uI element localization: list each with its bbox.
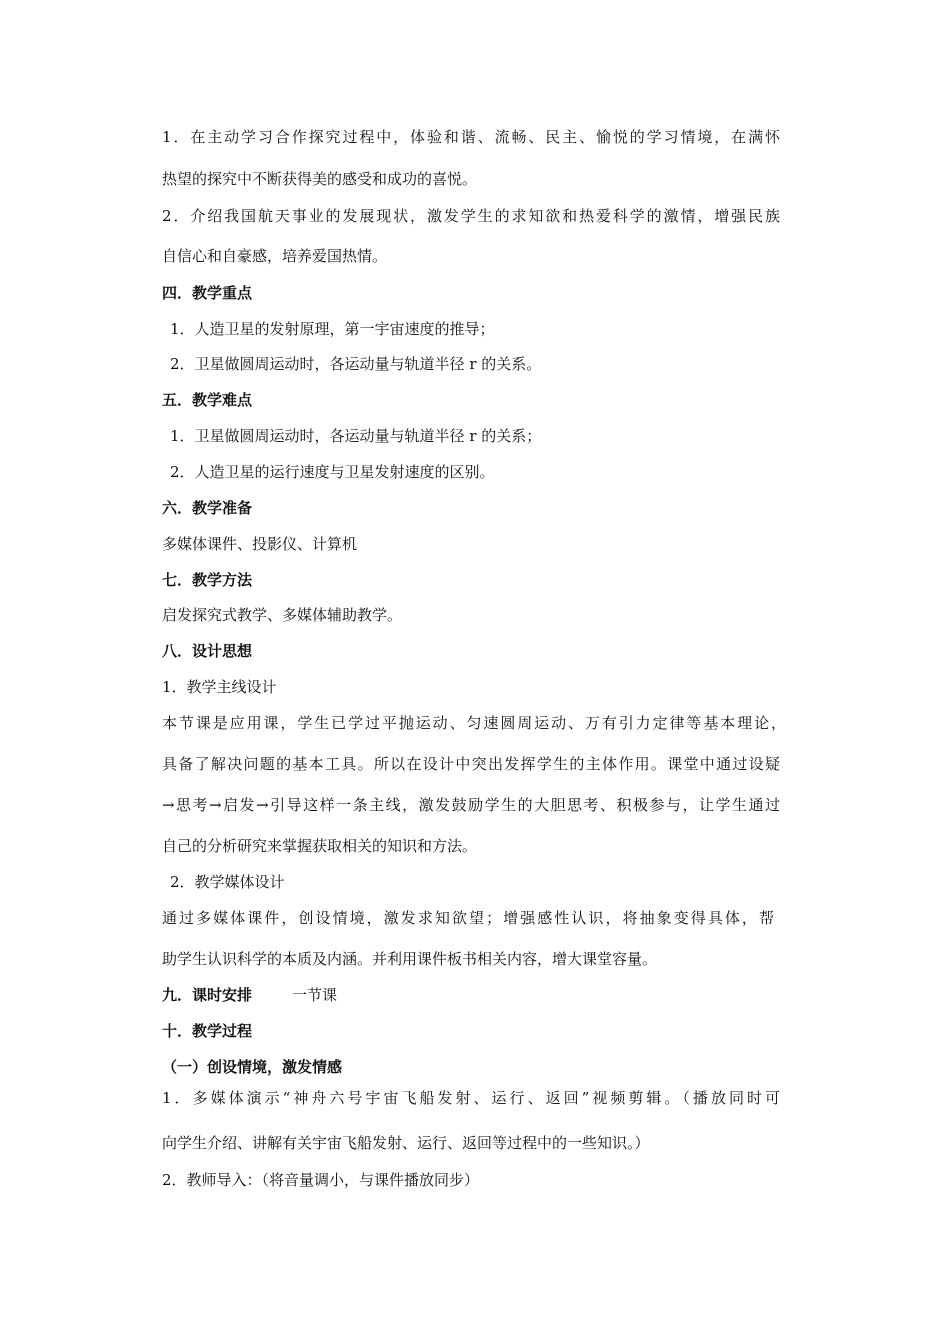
difficulty-item: 1．卫星做圆周运动时，各运动量与轨道半径 r 的关系；: [170, 427, 542, 445]
design-mainline-line-4: 自己的分析研究来掌握获取相关的知识和方法。: [162, 837, 478, 855]
section-heading-key-points: 四．教学重点: [162, 284, 253, 302]
section-heading-difficulties: 五．教学难点: [162, 391, 253, 409]
section-heading-process: 十．教学过程: [162, 1022, 253, 1040]
design-media-line-2: 助学生认识科学的本质及内涵。并利用课件板书相关内容，增大课堂容量。: [162, 950, 658, 968]
design-mainline-line-2: 具备了解决问题的基本工具。所以在设计中突出发挥学生的主体作用。课堂中通过设疑: [162, 755, 780, 773]
design-subheading-media: 2．教学媒体设计: [170, 873, 285, 891]
design-subheading-mainline: 1．教学主线设计: [162, 678, 277, 696]
goal-paragraph-2-line-2: 自信心和自豪感，培养爱国热情。: [162, 247, 388, 265]
key-point-item: 1．人造卫星的发射原理，第一宇宙速度的推导；: [170, 320, 495, 338]
goal-paragraph-1-line-2: 热望的探究中不断获得美的感受和成功的喜悦。: [162, 170, 478, 188]
process-item-1-line-1: 1．多媒体演示“神舟六号宇宙飞船发射、运行、返回”视频剪辑。（播放同时可: [162, 1089, 780, 1107]
key-point-item: 2．卫星做圆周运动时，各运动量与轨道半径 r 的关系。: [170, 355, 542, 373]
section-heading-methods: 七．教学方法: [162, 571, 253, 589]
methods-text: 启发探究式教学、多媒体辅助教学。: [162, 606, 403, 624]
section-heading-preparation: 六．教学准备: [162, 499, 253, 517]
section-heading-schedule: 九．课时安排: [162, 986, 253, 1004]
goal-paragraph-2-line-1: 2．介绍我国航天事业的发展现状，激发学生的求知欲和热爱科学的激情，增强民族: [162, 207, 780, 225]
schedule-value: 一节课: [292, 986, 338, 1004]
design-mainline-line-3: →思考→启发→引导这样一条主线，激发鼓励学生的大胆思考、积极参与，让学生通过: [162, 796, 780, 814]
process-section-heading: （一）创设情境，激发情感: [162, 1058, 343, 1076]
design-mainline-line-1: 本节课是应用课，学生已学过平抛运动、匀速圆周运动、万有引力定律等基本理论，: [162, 714, 786, 732]
process-item-1-line-2: 向学生介绍、讲解有关宇宙飞船发射、运行、返回等过程中的一些知识。）: [162, 1134, 650, 1152]
preparation-text: 多媒体课件、投影仪、计算机: [162, 535, 358, 553]
goal-paragraph-1-line-1: 1．在主动学习合作探究过程中，体验和谐、流畅、民主、愉悦的学习情境，在满怀: [162, 128, 780, 146]
process-item-2: 2．教师导入：（将音量调小，与课件播放同步）: [162, 1171, 480, 1189]
difficulty-item: 2．人造卫星的运行速度与卫星发射速度的区别。: [170, 463, 495, 481]
schedule-row: [162, 985, 337, 1005]
design-media-line-1: 通过多媒体课件，创设情境，激发求知欲望；增强感性认识，将抽象变得具体，帮: [162, 909, 774, 927]
section-heading-design: 八．设计思想: [162, 642, 253, 660]
